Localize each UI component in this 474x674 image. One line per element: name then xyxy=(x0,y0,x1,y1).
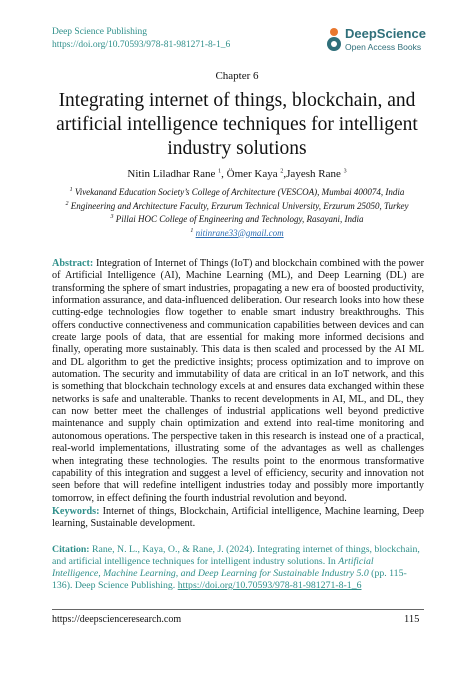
affiliation-text: Pillai HOC College of Engineering and Technology, Rasayani, India xyxy=(115,214,364,224)
citation-text-after: (pp. 115-136). Deep Science Publishing. xyxy=(52,568,407,591)
deepscience-logo-mark-icon xyxy=(326,27,342,53)
citation-text: Rane, N. L., Kaya, O., & Rane, J. (2024). Integrating internet of things, blockchain, and artificial intelligence techniques for intelligent industry solutions. In xyxy=(52,544,420,567)
author-superscript: 1 xyxy=(218,168,222,175)
author-name: Ömer Kaya xyxy=(226,168,278,180)
author-list: Nitin Liladhar Rane $^1$, Ömer Kaya $^2$,Jayesh Rane $^3$ xyxy=(127,168,347,180)
page-header xyxy=(52,26,230,52)
keywords-text: Internet of things, Blockchain, Artificial intelligence, Machine learning, Deep learning, Sustainable development. xyxy=(52,506,424,530)
deepscience-logo[interactable] xyxy=(326,25,446,55)
author-superscript: 2 xyxy=(280,168,284,175)
header-doi-link[interactable]: https://doi.org/10.70593/978-81-981271-8-1_6 xyxy=(52,40,231,50)
affiliations xyxy=(20,185,454,239)
footer-divider xyxy=(52,609,424,610)
logo-name: DeepScience xyxy=(345,26,426,41)
chapter-label: Chapter 6 xyxy=(215,70,259,82)
abstract-text: Integration of Internet of Things (IoT) and blockchain combined with the power of Artificial Intelligence (AI), Machine Learning (ML), and Deep Learning (DL) are transforming the sphere of smart industries, propagating a new era of boosted productivity, information assurance, and data-influenced deliberation. Our research looks into how these cutting-edge technologies flow together to enable smart industry breakthroughs. This offers conductive connectiveness and communication capabilities between devices and can create large pools of data, that are essential for making more informed decisions and finally, operating more sustainably. This data is then scaled and processed by the AI ML and DL algorithm to get the predictive insights; process optimization and to improve on automation. The security and immutability of data are critical in an IoT network, and this is something that blockchain technology excels at and ensures data exchanged within these networks is safe and unalterable. Thanks to recent developments in AI, ML, and DL, they can now better meet the challenges of industrial applications well beyond predictive maintenance and supply chain optimization and extend into real-time monitoring and autonomous operations. The perspective taken in this research is instead one of a practical, real-world implementations, illustrating some of the advantages as well as challenges when integrating these technologies. The results point to the enormous transformative capability of this integration and suggest a level of efficiency, security and innovation not seen before that will redefine intelligent industries today and possibly more importantly tomorrow, in effect defining the fourth industrial revolution and beyond. xyxy=(52,258,425,504)
affiliation-text: Engineering and Architecture Faculty, Erzurum Technical University, Erzurum 25050, Turkey xyxy=(70,200,409,211)
affiliation-superscript: 1 xyxy=(69,187,73,193)
author-name: Nitin Liladhar Rane xyxy=(127,168,216,180)
chapter-title: Integrating internet of things, blockchain, and artificial intelligence techniques for intelligent industry solutions xyxy=(56,90,418,159)
citation-book-title: Artificial Intelligence, Machine Learning, and Deep Learning for Sustainable Industry 5.0 xyxy=(52,556,374,579)
affiliation-3 xyxy=(20,212,454,226)
author-superscript: 3 xyxy=(343,168,347,175)
affiliation-2 xyxy=(20,199,454,213)
citation-section xyxy=(52,544,424,592)
author-name: Jayesh Rane xyxy=(286,168,341,180)
abstract-section xyxy=(52,258,424,505)
footer-website-link[interactable]: https://deepscienceresearch.com xyxy=(52,614,182,625)
keywords-label: Keywords: xyxy=(52,506,100,517)
citation-label: Citation: xyxy=(52,544,90,555)
email-superscript: 1 xyxy=(190,227,194,234)
affiliation-text: Vivekanand Education Society’s College of Architecture (VESCOA), Mumbai 400074, India xyxy=(74,187,405,197)
affiliation-superscript: 2 xyxy=(65,200,69,207)
page-number: 115 xyxy=(404,614,420,625)
keywords-section xyxy=(52,506,424,531)
publisher-name: Deep Science Publishing xyxy=(52,27,147,37)
corresponding-email xyxy=(20,226,454,240)
abstract-label: Abstract: xyxy=(52,258,94,269)
logo-tagline: Open Access Books xyxy=(345,42,422,52)
affiliation-1 xyxy=(20,185,454,199)
author-email-link[interactable]: nitinrane33@gmail.com xyxy=(195,227,284,238)
citation-doi-link[interactable]: https://doi.org/10.70593/978-81-981271-8-1_6 xyxy=(177,580,362,591)
affiliation-superscript: 3 xyxy=(110,214,114,220)
